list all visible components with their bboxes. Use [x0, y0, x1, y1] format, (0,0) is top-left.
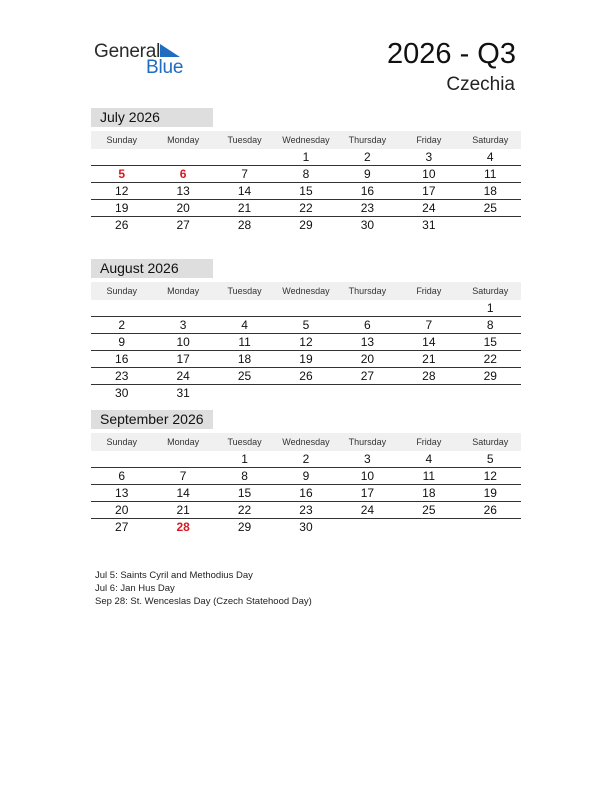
day-cell: 7 [241, 167, 248, 181]
day-cell: 18 [422, 486, 436, 500]
week-row [91, 300, 521, 317]
weekday-label: Tuesday [227, 135, 262, 145]
day-cell: 2 [118, 318, 126, 332]
day-cell: 29 [483, 369, 497, 383]
day-cell: 1 [241, 452, 248, 466]
day-cell: 22 [299, 201, 313, 215]
week-row [91, 502, 521, 519]
day-cell [460, 385, 521, 402]
day-cell: 19 [483, 486, 497, 500]
day-cell: 18 [483, 184, 497, 198]
day-cell: 21 [237, 201, 252, 215]
day-cell: 23 [360, 201, 375, 215]
day-cell: 4 [425, 452, 433, 466]
day-cell: 6 [179, 167, 187, 181]
day-cell: 21 [422, 352, 436, 366]
month-title: August 2026 [91, 259, 213, 278]
day-cell: 20 [176, 201, 190, 215]
day-cell [398, 519, 459, 536]
week-row [91, 385, 521, 402]
day-cell [398, 385, 459, 402]
day-cell: 28 [237, 218, 252, 232]
day-cell: 19 [115, 201, 129, 215]
weekday-header [91, 433, 521, 451]
logo-triangle-icon [160, 44, 182, 58]
day-cell [91, 451, 152, 467]
day-cell: 25 [483, 201, 497, 215]
day-cell [152, 300, 213, 316]
day-cell: 13 [115, 486, 129, 500]
week-row [91, 368, 521, 385]
page-title: 2026 - Q3 [387, 38, 516, 70]
day-cell: 24 [176, 369, 190, 383]
day-cell: 12 [115, 184, 129, 198]
day-cell: 16 [115, 352, 129, 366]
day-cell: 20 [360, 352, 375, 366]
day-cell [460, 519, 521, 536]
day-cell [91, 300, 152, 316]
weekday-label: Friday [416, 437, 442, 447]
month-august [91, 259, 521, 402]
weekday-label: Thursday [348, 135, 387, 145]
day-cell [398, 300, 459, 316]
weekday-header [91, 131, 521, 149]
day-cell: 26 [299, 369, 313, 383]
day-cell [275, 300, 336, 316]
day-cell: 5 [302, 318, 310, 332]
day-cell: 22 [483, 352, 497, 366]
weekday-label: Sunday [106, 437, 137, 447]
day-cell: 17 [360, 486, 375, 500]
day-cell: 16 [299, 486, 313, 500]
day-cell: 28 [176, 520, 190, 534]
holiday-note: Jul 6: Jan Hus Day [95, 583, 175, 594]
day-cell: 15 [237, 486, 252, 500]
country-name: Czechia [446, 74, 515, 95]
day-cell: 29 [237, 520, 252, 534]
day-cell: 10 [360, 469, 375, 483]
weekday-label: Monday [167, 286, 200, 296]
day-cell: 30 [360, 218, 375, 232]
logo-text-blue: Blue [146, 57, 184, 78]
day-cell: 25 [422, 503, 436, 517]
day-cell: 2 [364, 150, 371, 164]
day-cell: 8 [486, 318, 494, 332]
day-cell [337, 385, 398, 402]
day-cell: 11 [422, 469, 436, 483]
week-row [91, 149, 521, 166]
day-cell: 16 [360, 184, 375, 198]
day-cell: 19 [299, 352, 313, 366]
day-cell: 14 [422, 335, 436, 349]
month-july [91, 108, 521, 234]
day-cell [214, 149, 275, 165]
holiday-note: Jul 5: Saints Cyril and Methodius Day [95, 570, 253, 581]
day-cell: 9 [364, 167, 371, 181]
day-cell: 7 [425, 318, 433, 332]
generalblue-logo [94, 40, 194, 80]
weekday-label: Friday [416, 135, 442, 145]
day-cell: 29 [299, 218, 313, 232]
day-cell: 27 [360, 369, 375, 383]
day-cell [214, 385, 275, 402]
day-cell: 24 [422, 201, 436, 215]
day-cell: 12 [483, 469, 497, 483]
logo-text-general: General [94, 41, 161, 62]
weekday-label: Wednesday [282, 437, 330, 447]
day-cell [214, 300, 275, 316]
day-cell: 22 [237, 503, 252, 517]
week-row [91, 317, 521, 334]
day-cell: 10 [176, 335, 190, 349]
day-cell [337, 519, 398, 536]
day-cell: 17 [176, 352, 190, 366]
day-cell: 11 [238, 335, 251, 349]
week-row [91, 166, 521, 183]
week-row [91, 351, 521, 368]
day-cell: 9 [302, 469, 310, 483]
day-cell: 14 [237, 184, 252, 198]
day-cell: 31 [422, 218, 436, 232]
day-cell: 1 [302, 150, 310, 164]
weekday-label: Sunday [106, 286, 137, 296]
day-cell: 15 [299, 184, 313, 198]
day-cell [152, 149, 213, 165]
weekday-label: Saturday [472, 135, 509, 145]
day-cell: 26 [483, 503, 497, 517]
day-cell: 28 [422, 369, 436, 383]
weekday-label: Saturday [472, 286, 509, 296]
day-cell: 4 [486, 150, 494, 164]
day-cell: 10 [422, 167, 436, 181]
weekday-label: Saturday [472, 437, 509, 447]
day-cell: 23 [299, 503, 313, 517]
weekday-label: Wednesday [282, 135, 330, 145]
weekday-label: Tuesday [227, 286, 262, 296]
day-cell: 21 [176, 503, 190, 517]
weekday-label: Sunday [106, 135, 137, 145]
day-cell: 14 [176, 486, 190, 500]
weekday-label: Tuesday [227, 437, 262, 447]
week-row [91, 519, 521, 536]
month-title: September 2026 [91, 410, 213, 429]
day-cell: 5 [118, 167, 126, 181]
day-cell: 6 [118, 469, 126, 483]
day-cell: 4 [241, 318, 248, 332]
day-cell [275, 385, 336, 402]
day-cell: 25 [237, 369, 252, 383]
day-cell [152, 451, 213, 467]
day-cell: 7 [179, 469, 187, 483]
day-cell: 17 [422, 184, 436, 198]
day-cell: 30 [299, 520, 313, 534]
day-cell: 2 [302, 452, 310, 466]
day-cell: 26 [115, 218, 129, 232]
day-cell: 23 [115, 369, 129, 383]
weekday-header [91, 282, 521, 300]
day-cell: 6 [364, 318, 371, 332]
day-cell: 20 [115, 503, 129, 517]
day-cell: 1 [486, 301, 494, 315]
weekday-label: Monday [167, 437, 200, 447]
week-row [91, 217, 521, 234]
day-cell [91, 149, 152, 165]
day-cell: 13 [176, 184, 190, 198]
day-cell: 5 [486, 452, 494, 466]
week-row [91, 485, 521, 502]
day-cell: 9 [118, 335, 126, 349]
week-row [91, 468, 521, 485]
day-cell: 11 [484, 167, 497, 181]
day-cell [337, 300, 398, 316]
month-september [91, 410, 521, 536]
day-cell: 24 [360, 503, 375, 517]
week-row [91, 183, 521, 200]
month-grid [91, 451, 521, 536]
week-row [91, 334, 521, 351]
weekday-label: Thursday [348, 286, 387, 296]
weekday-label: Monday [167, 135, 200, 145]
day-cell: 15 [483, 335, 497, 349]
weekday-label: Friday [416, 286, 442, 296]
day-cell: 13 [360, 335, 375, 349]
week-row [91, 451, 521, 468]
week-row [91, 200, 521, 217]
month-grid [91, 300, 521, 402]
day-cell: 27 [115, 520, 129, 534]
day-cell [460, 217, 521, 234]
day-cell: 3 [425, 150, 433, 164]
day-cell: 18 [237, 352, 252, 366]
day-cell: 8 [241, 469, 248, 483]
day-cell: 30 [115, 386, 129, 400]
day-cell: 31 [176, 386, 190, 400]
month-title: July 2026 [91, 108, 213, 127]
day-cell: 8 [302, 167, 310, 181]
holiday-notes [95, 569, 312, 608]
day-cell: 3 [179, 318, 187, 332]
weekday-label: Wednesday [282, 286, 330, 296]
day-cell: 27 [176, 218, 190, 232]
month-grid [91, 149, 521, 234]
day-cell: 12 [299, 335, 313, 349]
holiday-note: Sep 28: St. Wenceslas Day (Czech Statehood Day) [95, 596, 312, 607]
weekday-label: Thursday [348, 437, 387, 447]
day-cell: 3 [364, 452, 371, 466]
